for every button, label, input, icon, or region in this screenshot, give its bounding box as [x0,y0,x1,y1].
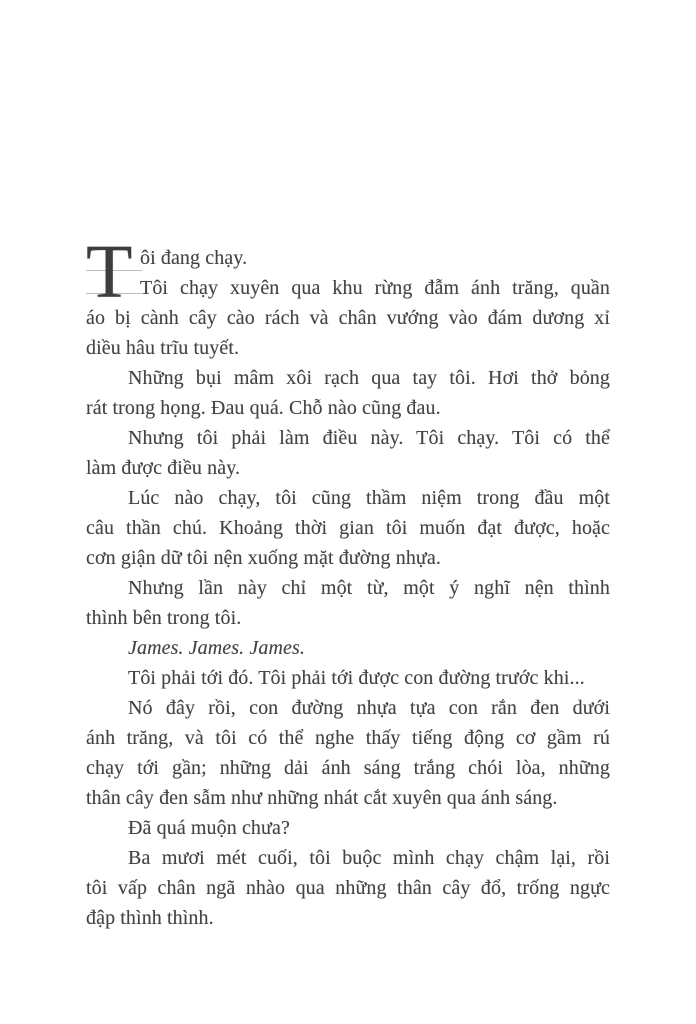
text-line: áo bị cành cây cào rách và chân vướng vào đám dương xỉ [86,307,610,329]
text-line: Nhưng lần này chỉ một từ, một ý nghĩ nện thình [128,577,610,599]
dropcap-initial-letter: T [86,230,133,314]
text-line: Lúc nào chạy, tôi cũng thầm niệm trong đầu một [128,487,610,509]
body-text-block [86,230,610,933]
text-line: câu thần chú. Khoảng thời gian tôi muốn đạt được, hoặc [86,517,610,539]
text-line: James. James. James. [128,637,305,659]
text-line: cơn giận dữ tôi nện xuống mặt đường nhựa. [86,547,441,569]
text-line: Đã quá muộn chưa? [128,817,290,839]
text-line: tôi vấp chân ngã nhào qua những thân cây đổ, trống ngực [86,877,610,899]
text-line: diều hâu trĩu tuyết. [86,337,240,359]
text-line: chạy tới gần; những dải ánh sáng trắng chói lòa, những [86,757,610,779]
text-line: Ba mươi mét cuối, tôi buộc mình chạy chậm lại, rồi [128,847,610,869]
text-line: Những bụi mâm xôi rạch qua tay tôi. Hơi thở bỏng [128,367,610,389]
text-line: Tôi chạy xuyên qua khu rừng đẫm ánh trăng, quần [140,277,610,299]
text-line: rát trong họng. Đau quá. Chỗ nào cũng đau. [86,397,441,419]
text-line: thân cây đen sẫm như những nhát cắt xuyên qua ánh sáng. [86,787,558,809]
text-line: ôi đang chạy. [140,247,248,269]
text-line: Nó đây rồi, con đường nhựa tựa con rắn đen dưới [128,697,610,719]
text-line: làm được điều này. [86,457,241,479]
text-line: Nhưng tôi phải làm điều này. Tôi chạy. Tôi có thể [128,427,610,449]
text-line: đập thình thình. [86,907,214,929]
text-line: Tôi phải tới đó. Tôi phải tới được con đường trước khi... [128,667,585,689]
text-line: thình bên trong tôi. [86,607,242,629]
text-line: ánh trăng, và tôi có thể nghe thấy tiếng động cơ gầm rú [86,727,610,749]
